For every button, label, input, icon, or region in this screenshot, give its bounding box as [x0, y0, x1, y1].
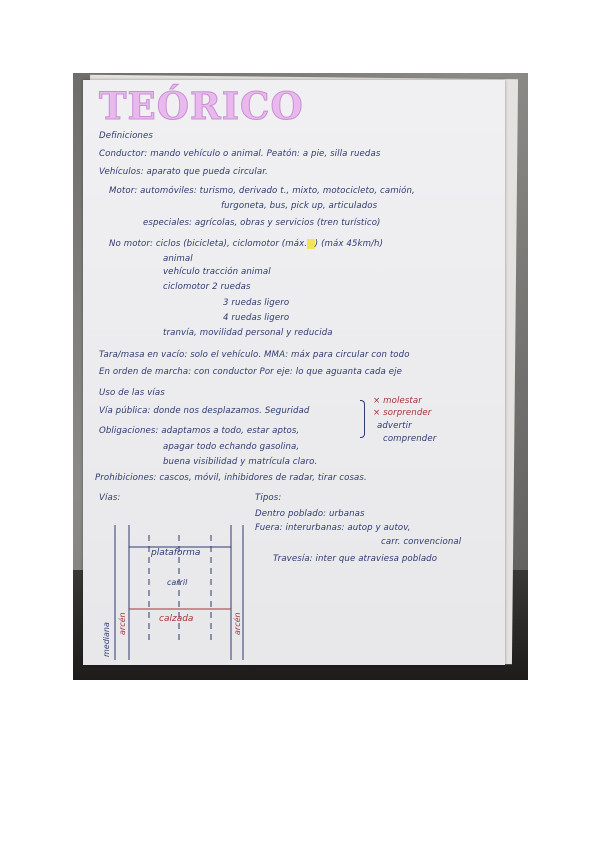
- line-no-motor-7: tranvía, movilidad personal y reducida: [163, 328, 333, 338]
- label-calzada: calzada: [159, 614, 194, 624]
- road-diagram: [93, 525, 253, 660]
- line-fuera: Fuera: interurbanas: autop y autov,: [255, 523, 411, 533]
- line-obligaciones-1: Obligaciones: adaptamos a todo, estar aptos,: [99, 426, 300, 436]
- seguridad-item-comprender: comprender: [383, 434, 437, 444]
- seguridad-item-sorprender: × sorprender: [373, 408, 432, 418]
- line-dentro-poblado: Dentro poblado: urbanas: [255, 509, 365, 519]
- label-arcen-left: arcén: [118, 612, 127, 635]
- line-travesia: Travesía: inter que atraviesa poblado: [273, 554, 438, 564]
- line-carr-convencional: carr. convencional: [381, 537, 462, 547]
- notes-page: [83, 80, 505, 665]
- heading-definiciones: Definiciones: [99, 131, 153, 141]
- line-no-motor-5: 3 ruedas ligero: [223, 298, 290, 308]
- line-tara: Tara/masa en vacío: solo el vehículo. MMA: máx para circular con todo: [99, 350, 410, 360]
- label-carril: carril: [167, 578, 188, 587]
- line-no-motor-4: ciclomotor 2 ruedas: [163, 282, 251, 292]
- line-conductor: Conductor: mando vehículo o animal. Peatón: a pie, silla ruedas: [99, 149, 381, 159]
- label-arcen-right: arcén: [233, 612, 242, 635]
- line-via-publica: Vía pública: donde nos desplazamos. Seguridad: [99, 406, 310, 416]
- line-motor-2: furgoneta, bus, pick up, articulados: [221, 201, 378, 211]
- highlight-mark: [307, 239, 315, 249]
- line-prohibiciones: Prohibiciones: cascos, móvil, inhibidores de radar, tirar cosas.: [95, 473, 367, 483]
- no-motor-tail: ) (máx 45km/h): [314, 239, 384, 249]
- line-orden: En orden de marcha: con conductor Por eje: lo que aguanta cada eje: [99, 367, 402, 377]
- page-title: TEÓRICO: [99, 84, 304, 128]
- line-obligaciones-3: buena visibilidad y matrícula claro.: [163, 457, 318, 467]
- line-motor-1: Motor: automóviles: turismo, derivado t., mixto, motocicleto, camión,: [109, 186, 415, 196]
- line-motor-3: especiales: agrícolas, obras y servicios (tren turístico): [143, 218, 381, 228]
- line-no-motor: [109, 239, 383, 249]
- label-plataforma: plataforma: [151, 548, 201, 558]
- line-no-motor-3: vehículo tracción animal: [163, 267, 271, 277]
- label-tipos: Tipos:: [255, 493, 282, 503]
- seguridad-item-molestar: × molestar: [373, 396, 422, 406]
- label-vias: Vías:: [99, 493, 121, 503]
- line-uso-vias: Uso de las vías: [99, 388, 165, 398]
- line-no-motor-6: 4 ruedas ligero: [223, 313, 290, 323]
- bracket: [360, 400, 365, 438]
- no-motor-label: No motor: ciclos (bicicleta), ciclomotor (máx.: [109, 239, 308, 249]
- line-vehiculos: Vehículos: aparato que pueda circular.: [99, 167, 268, 177]
- label-mediana: mediana: [102, 622, 111, 657]
- line-no-motor-2: animal: [163, 254, 193, 264]
- notebook-photo: [73, 73, 528, 680]
- line-obligaciones-2: apagar todo echando gasolina,: [163, 442, 300, 452]
- seguridad-item-advertir: advertir: [377, 421, 412, 431]
